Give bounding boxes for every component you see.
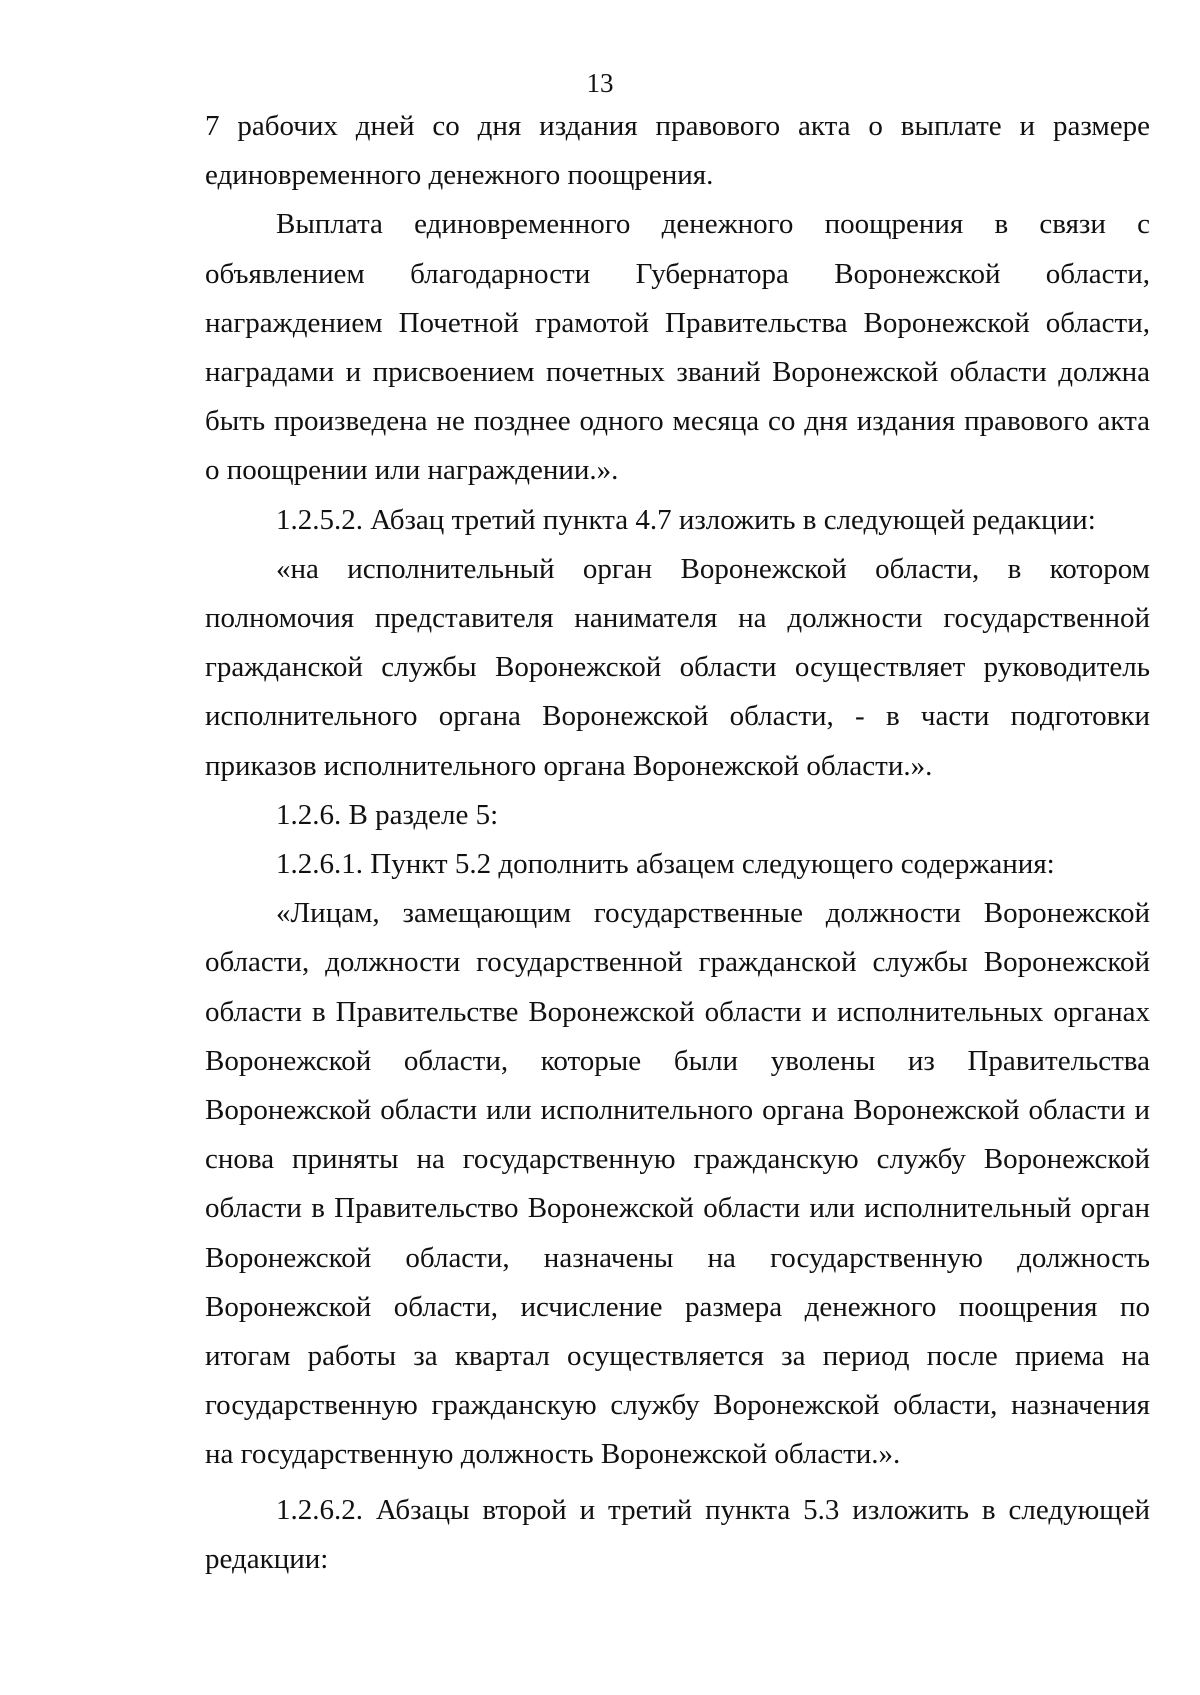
paragraph-payment-deadline: Выплата единовременного денежного поощрения в связи с объявлением благодарности Губернатора Воронежской области, награждением Почетной грамотой Правительства Воронежской области, наградами и присвоением почетных званий Воронежской области должна быть произведена не позднее одного месяца со дня издания правового акта о поощрении или награждении.». <box>205 208 1150 487</box>
paragraph-1-2-6-2: 1.2.6.2. Абзацы второй и третий пункта 5.3 изложить в следующей редакции: <box>205 1493 1150 1575</box>
paragraph-quote-persons: «Лицам, замещающим государственные должности Воронежской области, должности государственной гражданской службы Воронежской области в Правительстве Воронежской области и исполнительных органах Воронежской области, которые были уволены из Правительства Воронежской области или исполнительного органа Воронежской области и снова приняты на государственную гражданскую службу Воронежской области в Правительство Воронежской области или исполнительный орган Воронежской области, назначены на государственную должность Воронежской области, исчисление размера денежного поощрения по итогам работы за квартал осуществляется за период после приема на государственную гражданскую службу Воронежской области, назначения на государственную должность Воронежской области.». <box>205 897 1150 1471</box>
paragraph-continuation: 7 рабочих дней со дня издания правового акта о выплате и размере единовременного денежного поощрения. <box>205 110 1150 192</box>
paragraph-1-2-6-1: 1.2.6.1. Пункт 5.2 дополнить абзацем следующего содержания: <box>276 848 1055 881</box>
paragraph-1-2-5-2: 1.2.5.2. Абзац третий пункта 4.7 изложить в следующей редакции: <box>276 503 1096 536</box>
paragraph-1-2-6: 1.2.6. В разделе 5: <box>276 798 499 831</box>
paragraph-quote-executive-body: «на исполнительный орган Воронежской области, в котором полномочия представителя нанимателя на должности государственной гражданской службы Воронежской области осуществляет руководитель исполнительного органа Воронежской области, - в части подготовки приказов исполнительного органа Воронежской области.». <box>205 552 1150 782</box>
document-body <box>205 102 1150 1584</box>
page-number: 13 <box>586 68 614 98</box>
